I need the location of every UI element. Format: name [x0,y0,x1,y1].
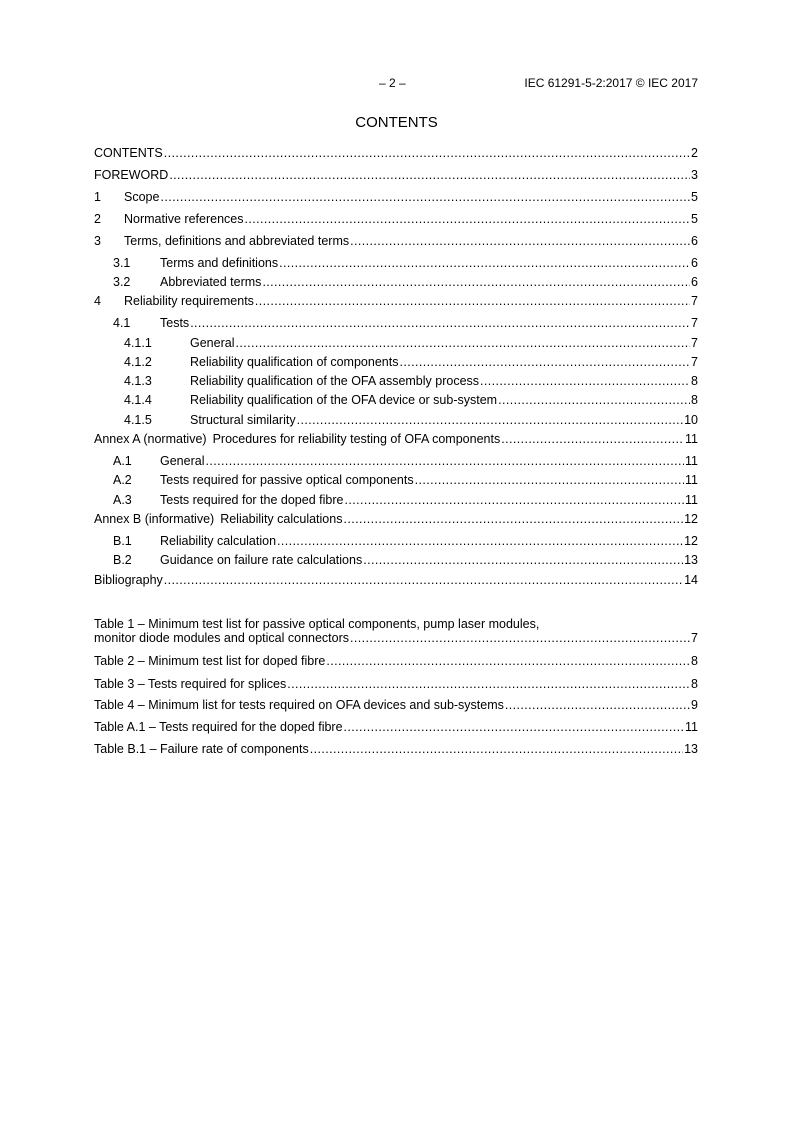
toc-entry-title: Reliability qualification of the OFA assembly process [190,374,480,388]
dot-leader [245,211,691,227]
toc-entry-page: 10 [684,413,698,427]
toc-entry-title: Reliability requirements [124,294,254,308]
toc-entry-number: 4.1.3 [124,374,152,388]
toc-entry-page: 5 [691,212,698,226]
dot-leader [501,431,684,447]
toc-entry-title: Abbreviated terms [160,275,262,289]
table-list-entry[interactable] [94,617,698,647]
toc-entry-page: 11 [685,493,698,507]
dot-leader [164,145,690,161]
table-entry-page: 7 [691,631,698,645]
table-entry-title: Table A.1 – Tests required for the doped fibre [94,720,343,734]
toc-entry[interactable] [94,335,698,351]
table-entry-title: monitor diode modules and optical connectors [94,631,350,645]
toc-entry[interactable] [94,211,698,227]
table-entry-line1: Table 1 – Minimum test list for passive optical components, pump laser modules, [94,617,540,631]
toc-entry-page: 8 [691,374,698,388]
toc-entry-number: 2 [94,212,101,226]
dot-leader [399,354,690,370]
toc-entry-page: 11 [685,473,698,487]
toc-entry[interactable] [94,315,698,331]
dot-leader [169,167,690,183]
toc-entry-number: 3 [94,234,101,248]
toc-entry[interactable] [94,373,698,389]
dot-leader [480,373,690,389]
toc-entry-page: 12 [684,512,698,526]
toc-entry-title: Terms and definitions [160,256,279,270]
toc-entry[interactable] [94,511,698,527]
table-entry-title: Table 4 – Minimum list for tests required on OFA devices and sub-systems [94,698,504,712]
table-entry-page: 13 [684,742,698,756]
page-header [94,76,698,92]
toc-entry[interactable] [94,472,698,488]
toc-entry-page: 5 [691,190,698,204]
toc-entry[interactable] [94,492,698,508]
toc-annex-label: Annex A (normative) [94,432,207,446]
dot-leader [277,533,683,549]
table-list-entry[interactable] [94,653,698,669]
dot-leader [164,572,683,588]
table-entry-page: 8 [691,677,698,691]
dot-leader [326,653,690,669]
toc-entry-number: 1 [94,190,101,204]
toc-entry-page: 6 [691,234,698,248]
toc-entry-page: 8 [691,393,698,407]
toc-entry[interactable] [94,392,698,408]
page-number: – 2 – [379,76,406,90]
toc-entry-title: FOREWORD [94,168,169,182]
dot-leader [190,315,690,331]
toc-entry-title: Tests [160,316,190,330]
dot-leader [344,719,684,735]
dot-leader [297,412,684,428]
toc-entry[interactable] [94,167,698,183]
toc-entry[interactable] [94,354,698,370]
toc-entry[interactable] [94,233,698,249]
dot-leader [343,511,683,527]
dot-leader [205,453,684,469]
toc-entry[interactable] [94,255,698,271]
toc-annex-label: Annex B (informative) [94,512,215,526]
page-title: CONTENTS [355,114,438,131]
toc-entry[interactable] [94,412,698,428]
toc-entry-title: Scope [124,190,160,204]
toc-entry-page: 7 [691,355,698,369]
dot-leader [363,552,683,568]
toc-entry[interactable] [94,552,698,568]
table-entry-title: Table 2 – Minimum test list for doped fibre [94,654,326,668]
toc-entry-title: CONTENTS [94,146,163,160]
toc-entry-number: 4.1.5 [124,413,152,427]
dot-leader [344,492,684,508]
toc-entry[interactable] [94,274,698,290]
toc-entry-title: Reliability calculation [160,534,277,548]
toc-entry-page: 6 [691,275,698,289]
toc-entry-page: 13 [684,553,698,567]
toc-entry-number: A.1 [113,454,132,468]
toc-entry-title: Tests required for the doped fibre [160,493,344,507]
toc-entry-number: 3.2 [113,275,131,289]
toc-entry[interactable] [94,572,698,588]
toc-entry-title: Reliability qualification of the OFA device or sub-system [190,393,498,407]
dot-leader [498,392,690,408]
toc-entry-page: 7 [691,294,698,308]
table-list-entry[interactable] [94,697,698,713]
table-entry-page: 11 [685,720,698,734]
table-list-entry[interactable] [94,741,698,757]
toc-entry-title: General [190,336,235,350]
dot-leader [287,676,690,692]
dot-leader [160,189,690,205]
toc-entry-number: A.3 [113,493,132,507]
toc-entry-number: 4 [94,294,101,308]
toc-entry[interactable] [94,431,698,447]
toc-entry-page: 3 [691,168,698,182]
table-entry-title: Table B.1 – Failure rate of components [94,742,309,756]
toc-entry-number: 4.1 [113,316,131,330]
toc-entry-page: 11 [685,432,698,446]
toc-entry-number: 4.1.4 [124,393,152,407]
toc-entry[interactable] [94,189,698,205]
toc-entry-page: 14 [684,573,698,587]
toc-entry-title: Structural similarity [190,413,296,427]
table-list-entry[interactable] [94,676,698,692]
toc-entry[interactable] [94,145,698,161]
toc-entry-title: Reliability qualification of components [190,355,399,369]
toc-entry-page: 6 [691,256,698,270]
toc-entry[interactable] [94,533,698,549]
dot-leader [262,274,690,290]
toc-entry-page: 7 [691,336,698,350]
dot-leader [350,631,690,645]
dot-leader [415,472,684,488]
toc-entry[interactable] [94,453,698,469]
dot-leader [279,255,690,271]
dot-leader [255,293,690,309]
toc-entry-number: B.2 [113,553,132,567]
table-entry-title: Table 3 – Tests required for splices [94,677,287,691]
toc-entry-number: 4.1.2 [124,355,152,369]
toc-entry-page: 7 [691,316,698,330]
dot-leader [235,335,690,351]
toc-entry-number: 3.1 [113,256,131,270]
toc-entry-title: General [160,454,205,468]
toc-entry-title: Tests required for passive optical components [160,473,414,487]
standard-identifier: IEC 61291-5-2:2017 © IEC 2017 [524,76,698,90]
dot-leader [505,697,690,713]
dot-leader [350,233,690,249]
toc-entry[interactable] [94,293,698,309]
toc-entry-page: 11 [685,454,698,468]
toc-entry-title: Terms, definitions and abbreviated terms [124,234,350,248]
table-list-entry[interactable] [94,719,698,735]
table-entry-page: 8 [691,654,698,668]
toc-entry-page: 2 [691,146,698,160]
toc-entry-number: B.1 [113,534,132,548]
toc-entry-page: 12 [684,534,698,548]
toc-entry-number: A.2 [113,473,132,487]
toc-entry-number: 4.1.1 [124,336,152,350]
dot-leader [310,741,683,757]
toc-entry-title: Normative references [124,212,244,226]
toc-entry-title: Bibliography [94,573,163,587]
toc-entry-title: Procedures for reliability testing of OFA components [212,432,501,446]
toc-entry-title: Guidance on failure rate calculations [160,553,363,567]
toc-entry-title: Reliability calculations [220,512,343,526]
table-entry-page: 9 [691,698,698,712]
